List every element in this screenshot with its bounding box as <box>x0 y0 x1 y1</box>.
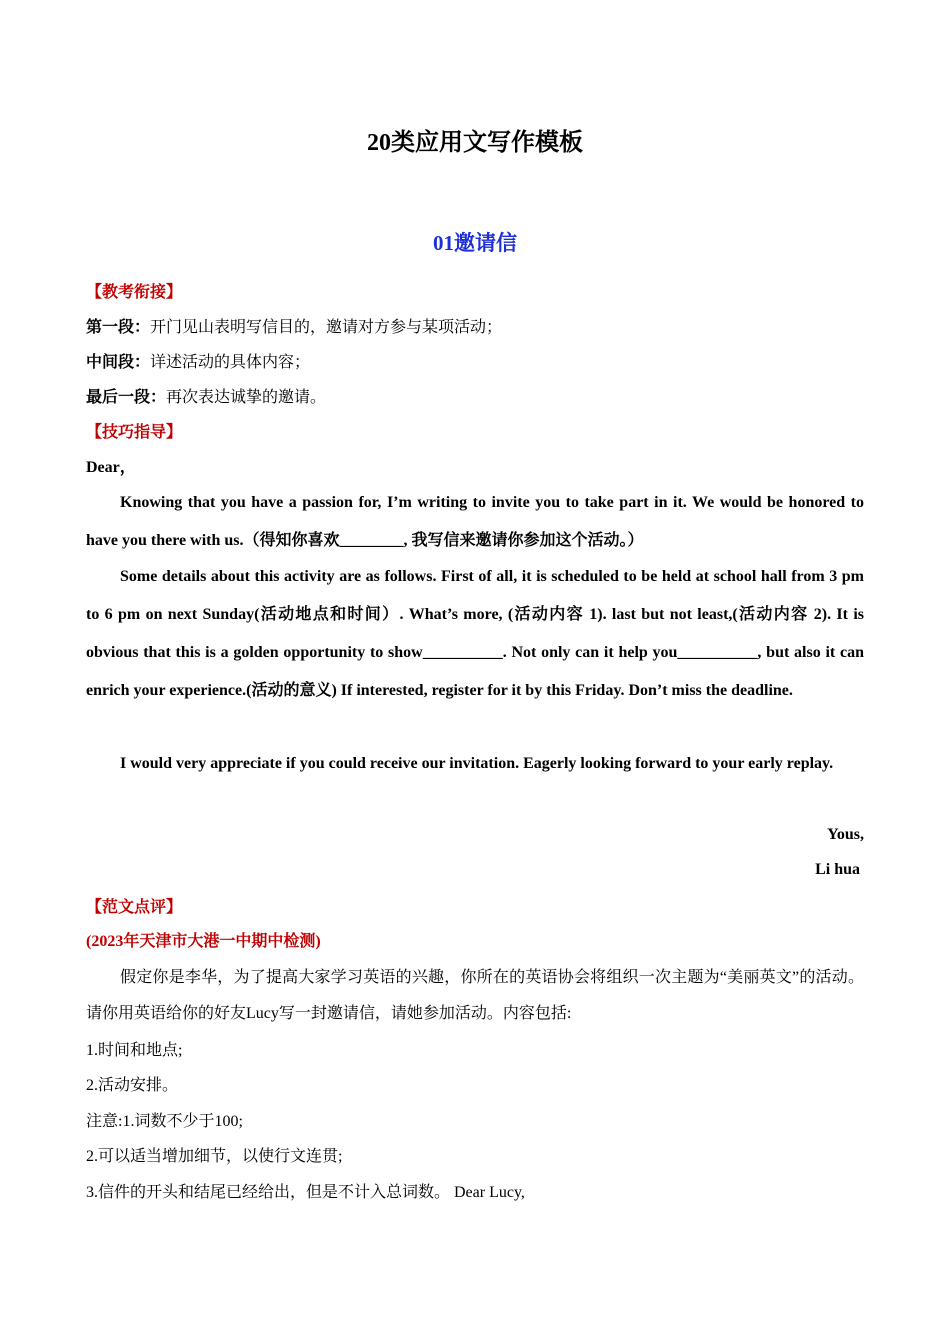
letter-salutation: Dear， <box>86 459 136 476</box>
structure-text: 详述活动的具体内容； <box>150 354 311 371</box>
structure-label: 中间段： <box>86 354 151 371</box>
prompt-note: 注意:1.词数不少于100; <box>86 1113 243 1130</box>
structure-item-middle <box>86 352 864 374</box>
writing-prompt: 假定你是李华，为了提高大家学习英语的兴趣，你所在的英语协会将组织一次主题为“美丽英文”的活动。请你用英语给你的好友Lucy写一封邀请信，请她参加活动。内容包括: <box>86 969 864 1022</box>
letter-signature: Li hua <box>815 861 860 878</box>
template-paragraph-opening: Knowing that you have a passion for, I’m writing to invite you to take part in it. We would be honored to have you there with us.（得知你喜欢________, 我写信来邀请你参加这个活动。） <box>86 494 864 549</box>
section-header-jiqiao: 【技巧指导】 <box>86 424 183 441</box>
structure-item-first <box>86 317 864 339</box>
structure-item-last <box>86 387 864 409</box>
template-paragraph-closing: I would very appreciate if you could receive our invitation. Eagerly looking forward to your early replay. <box>120 755 834 772</box>
structure-label: 第一段： <box>86 319 151 336</box>
letter-closing: Yous, <box>827 826 864 843</box>
structure-text: 开门见山表明写信目的，邀请对方参与某项活动； <box>150 319 503 336</box>
exam-source: (2023年天津市大港一中期中检测) <box>86 933 321 950</box>
prompt-note: 3.信件的开头和结尾已经给出，但是不计入总词数。 Dear Lucy, <box>86 1184 525 1201</box>
structure-label: 最后一段： <box>86 389 167 406</box>
prompt-item: 1.时间和地点; <box>86 1042 183 1059</box>
section-title: 01邀请信 <box>433 231 517 255</box>
section-header-fanwen: 【范文点评】 <box>86 899 183 916</box>
document-title: 20类应用文写作模板 <box>367 130 583 156</box>
template-paragraph-body: Some details about this activity are as follows. First of all, it is scheduled to be held at school hall from 3 pm to 6 pm on next Sunday(活动地点和时间）. What’s more, (活动内容 1). last but not least,(活动内容 2). It is obvious that this is a golden opportunity to show__________. Not only can it help you__________, but also it can enrich your experience.(活动的意义) If interested, register for it by this Friday. Don’t miss the deadline. <box>86 568 864 699</box>
prompt-note: 2.可以适当增加细节，以使行文连贯; <box>86 1148 343 1165</box>
structure-text: 再次表达诚挚的邀请。 <box>166 389 327 406</box>
section-header-jiaokao: 【教考衔接】 <box>86 284 183 301</box>
prompt-item: 2.活动安排。 <box>86 1077 179 1094</box>
